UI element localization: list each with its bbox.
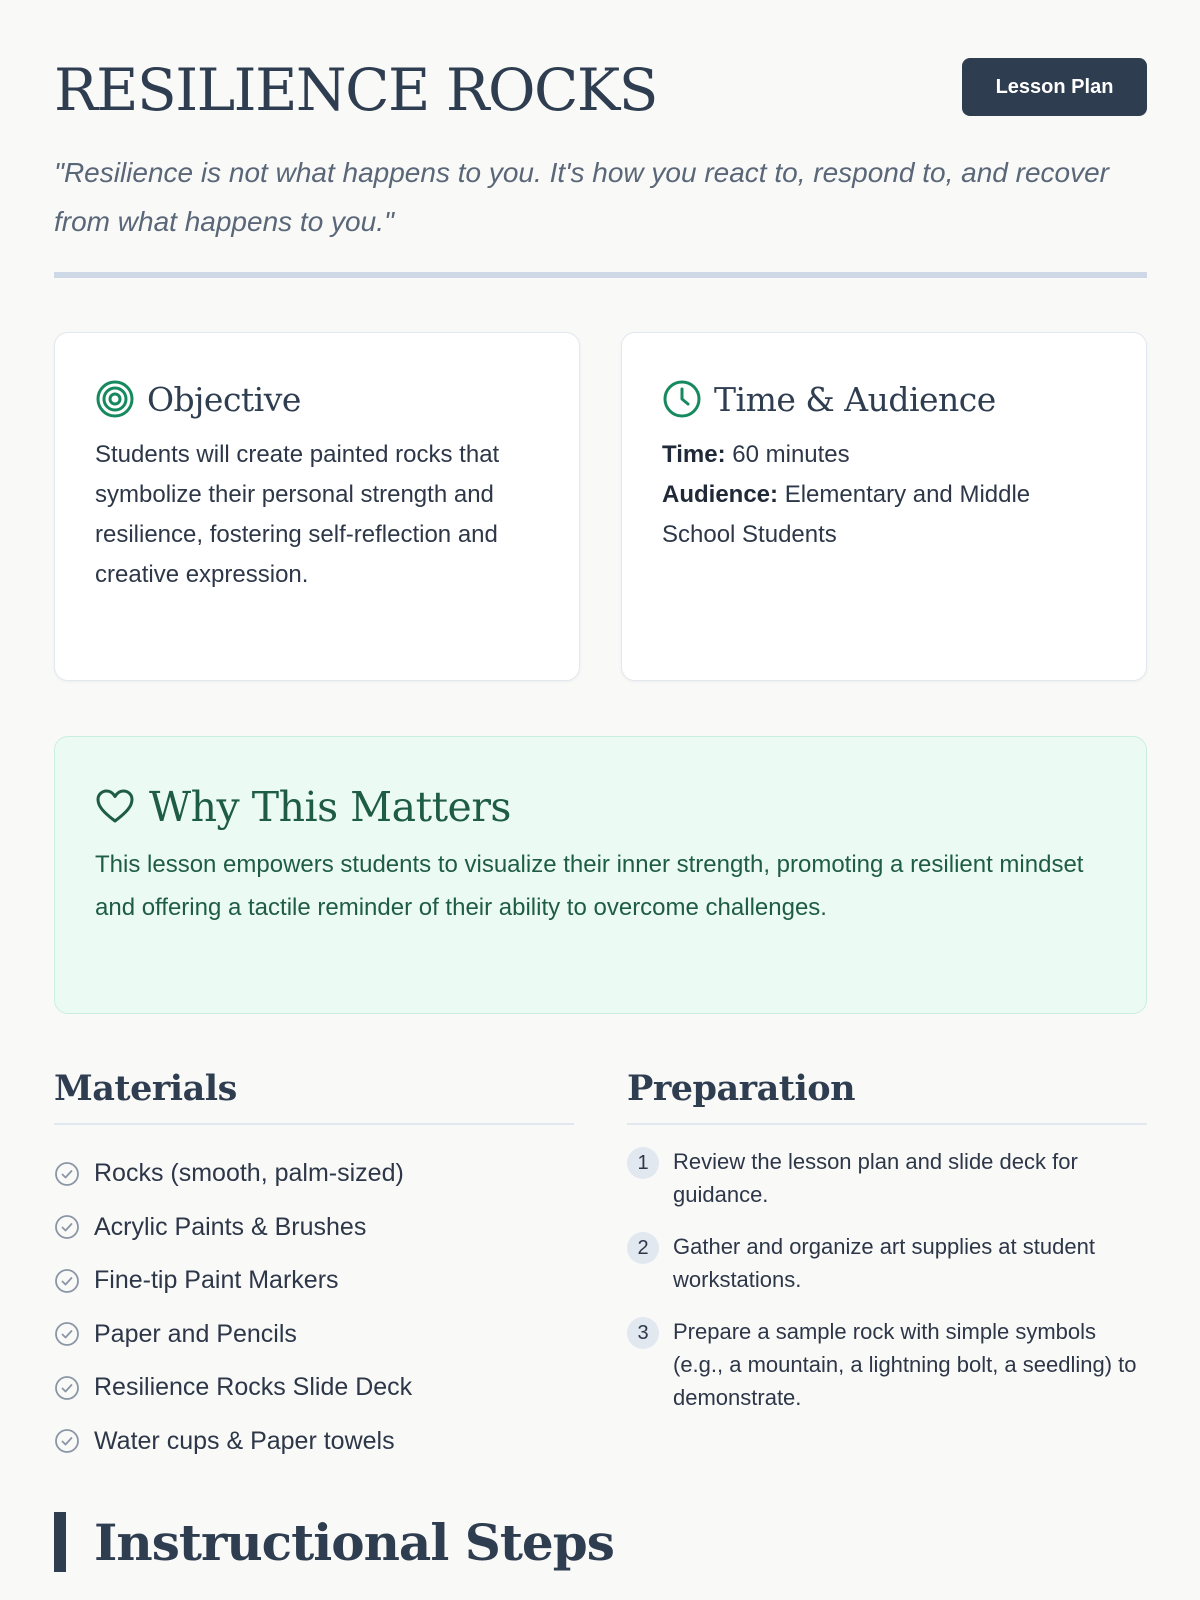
list-item [54, 1254, 574, 1308]
material-label: Water cups & Paper towels [94, 1426, 395, 1455]
time-label: Time: [662, 441, 726, 468]
time-audience-header [662, 375, 1106, 423]
material-label: Fine-tip Paint Markers [94, 1266, 339, 1295]
materials-section [54, 1068, 574, 1468]
objective-card [54, 332, 580, 681]
target-icon [95, 379, 135, 419]
quote: "Resilience is not what happens to you. It's how you react to, respond to, and recover from what happens to you." [54, 157, 1109, 237]
material-label: Acrylic Paints & Brushes [94, 1212, 367, 1241]
material-label: Rocks (smooth, palm-sized) [94, 1159, 404, 1188]
audience-row [662, 475, 1106, 555]
list-item [627, 1315, 1147, 1414]
check-circle-icon [54, 1214, 80, 1240]
materials-list [54, 1147, 574, 1468]
step-number: 1 [627, 1147, 659, 1179]
step-text: Gather and organize art supplies at student workstations. [673, 1234, 1095, 1292]
step-number: 2 [627, 1232, 659, 1264]
why-title: Why This Matters [149, 783, 511, 831]
lesson-plan-badge[interactable]: Lesson Plan [962, 58, 1147, 116]
step-text: Prepare a sample rock with simple symbols (e.g., a mountain, a lightning bolt, a seedling) to demonstrate. [673, 1319, 1137, 1410]
check-circle-icon [54, 1161, 80, 1187]
clock-icon [662, 379, 702, 419]
step-text: Review the lesson plan and slide deck for guidance. [673, 1149, 1078, 1207]
list-item [627, 1145, 1147, 1211]
instructional-steps-title: Instructional Steps [94, 1512, 614, 1572]
section-accent-bar [54, 1512, 66, 1572]
material-label: Paper and Pencils [94, 1319, 297, 1348]
preparation-list [627, 1145, 1147, 1414]
objective-text: Students will create painted rocks that symbolize their personal strength and resilience, fostering self-reflection and creative expression. [95, 441, 500, 588]
list-item [54, 1308, 574, 1362]
check-circle-icon [54, 1428, 80, 1454]
page-title: RESILIENCE ROCKS [54, 56, 657, 124]
audience-label: Audience: [662, 481, 779, 508]
why-header [95, 781, 1106, 833]
check-circle-icon [54, 1375, 80, 1401]
list-item [54, 1415, 574, 1469]
time-audience-card [621, 332, 1147, 681]
time-audience-text [662, 435, 1106, 555]
material-label: Resilience Rocks Slide Deck [94, 1373, 413, 1402]
list-item [54, 1201, 574, 1255]
why-text: This lesson empowers students to visualize their inner strength, promoting a resilient mindset and offering a tactile reminder of their ability to overcome challenges. [95, 851, 1084, 921]
time-row [662, 435, 1106, 475]
list-item [627, 1230, 1147, 1296]
divider [54, 272, 1147, 278]
objective-title: Objective [147, 379, 301, 419]
check-circle-icon [54, 1321, 80, 1347]
header [54, 52, 1147, 132]
list-item [54, 1147, 574, 1201]
preparation-section [627, 1068, 1147, 1433]
materials-title: Materials [54, 1068, 574, 1125]
preparation-title: Preparation [627, 1068, 1147, 1125]
list-item [54, 1361, 574, 1415]
instructional-steps-header [54, 1512, 614, 1572]
check-circle-icon [54, 1268, 80, 1294]
objective-header [95, 375, 539, 423]
step-number: 3 [627, 1317, 659, 1349]
why-this-matters-panel [54, 736, 1147, 1014]
heart-icon [95, 787, 135, 827]
time-value: 60 minutes [732, 441, 850, 468]
audience-value: Elementary and Middle School Students [662, 481, 1031, 548]
time-audience-title: Time & Audience [714, 379, 996, 419]
